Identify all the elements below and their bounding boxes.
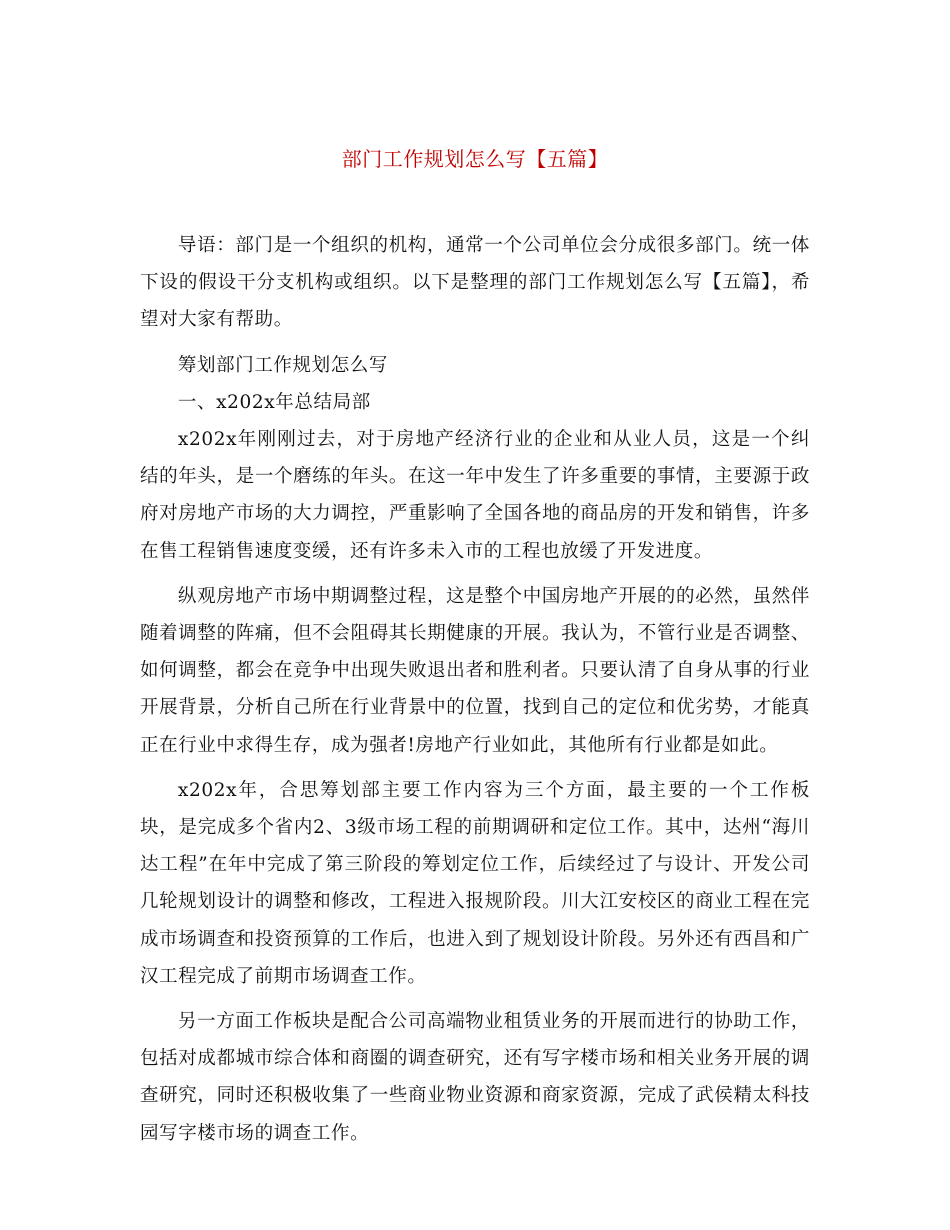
- section-heading: 筹划部门工作规划怎么写: [177, 354, 389, 376]
- body-paragraph: 纵观房地产市场中期调整过程，这是整个中国房地产开展的的必然，虽然伴随着调整的阵痛，但不会阻碍其长期健康的开展。我认为，不管行业是否调整、如何调整，都会在竞争中出现失败退出者和胜利者。只要认清了自身从事的行业开展背景，分析自己所在行业背景中的位置，找到自己的定位和优劣势，才能真正在行业中求得生存，成为强者!房地产行业如此，其他所有行业都是如此。: [140, 585, 810, 756]
- document-title: 部门工作规划怎么写【五篇】: [341, 147, 609, 171]
- intro-paragraph: 导语：部门是一个组织的机构，通常一个公司单位会分成很多部门。统一体下设的假设干分支机构或组织。以下是整理的部门工作规划怎么写【五篇】，希望对大家有帮助。: [140, 235, 810, 331]
- body-paragraph: 另一方面工作板块是配合公司高端物业租赁业务的开展而进行的协助工作，包括对成都城市综合体和商圈的调查研究，还有写字楼市场和相关业务开展的调查研究，同时还积极收集了一些商业物业资源和商家资源，完成了武侯精太科技园写字楼市场的调查工作。: [140, 1011, 810, 1144]
- body-paragraph: x202x年，合思筹划部主要工作内容为三个方面，最主要的一个工作板块，是完成多个省内2、3级市场工程的前期调研和定位工作。其中，达州“海川达工程”在年中完成了第三阶段的筹划定位工作，后续经过了与设计、开发公司几轮规划设计的调整和修改，工程进入报规阶段。川大江安校区的商业工程在完成市场调查和投资预算的工作后，也进入到了规划设计阶段。另外还有西昌和广汉工程完成了前期市场调查工作。: [140, 779, 810, 987]
- body-paragraph: x202x年刚刚过去，对于房地产经济行业的企业和从业人员，这是一个纠结的年头，是一个磨练的年头。在这一年中发生了许多重要的事情，主要源于政府对房地产市场的大力调控，严重影响了全国各地的商品房的开发和销售，许多在售工程销售速度变缓，还有许多未入市的工程也放缓了开发进度。: [140, 429, 810, 562]
- document-body: [140, 227, 810, 1160]
- subsection-heading: 一、x202x年总结局部: [177, 391, 371, 413]
